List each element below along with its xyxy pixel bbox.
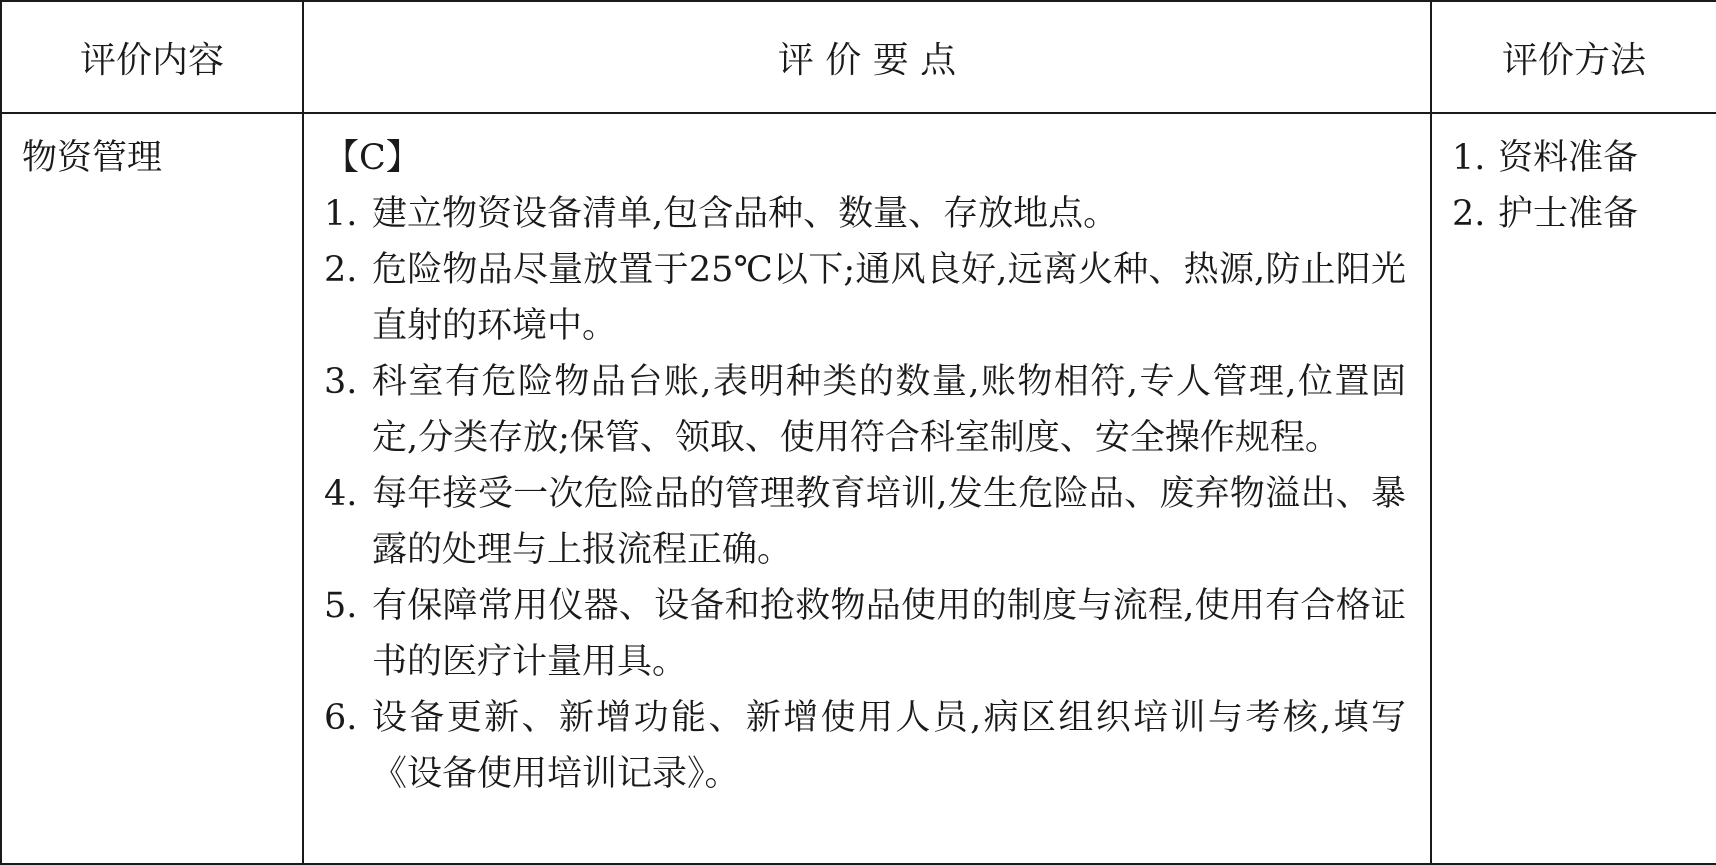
row-content-label: 物资管理 [22,138,163,178]
point-number: 3. [324,362,358,402]
level-marker: 【C】 [324,138,421,178]
point-item-4 [324,466,1406,578]
method-item-1 [1452,130,1716,186]
point-number: 5. [324,586,358,626]
point-text: 科室有危险物品台账,表明种类的数量,账物相符,专人管理,位置固定,分类存放;保管、领取、使用符合科室制度、安全操作规程。 [372,362,1406,458]
point-item-6 [324,690,1406,802]
point-text: 设备更新、新增功能、新增使用人员,病区组织培训与考核,填写《设备使用培训记录》。 [372,698,1406,794]
method-text: 资料准备 [1498,138,1639,178]
point-text: 有保障常用仪器、设备和抢救物品使用的制度与流程,使用有合格证书的医疗计量用具。 [372,586,1406,682]
point-text: 建立物资设备清单,包含品种、数量、存放地点。 [372,194,1119,234]
point-text: 每年接受一次危险品的管理教育培训,发生危险品、废弃物溢出、暴露的处理与上报流程正确。 [372,474,1406,570]
row-content-cell [1,113,303,864]
header-row [1,1,1716,113]
point-item-5 [324,578,1406,690]
point-number: 1. [324,194,358,234]
method-number: 1. [1452,138,1486,178]
point-number: 2. [324,250,358,290]
method-text: 护士准备 [1498,194,1639,234]
header-evaluation-content: 评价内容 [1,1,303,113]
table-row [1,113,1716,864]
method-item-2 [1452,186,1716,242]
header-evaluation-method: 评价方法 [1431,1,1716,113]
point-item-2 [324,242,1406,354]
point-number: 6. [324,698,358,738]
point-item-3 [324,354,1406,466]
point-text: 危险物品尽量放置于25℃以下;通风良好,远离火种、热源,防止阳光直射的环境中。 [372,250,1406,346]
point-number: 4. [324,474,358,514]
row-method-cell [1431,113,1716,864]
method-number: 2. [1452,194,1486,234]
row-points-cell [303,113,1431,864]
header-evaluation-points: 评 价 要 点 [303,1,1431,113]
point-item-1 [324,186,1406,242]
